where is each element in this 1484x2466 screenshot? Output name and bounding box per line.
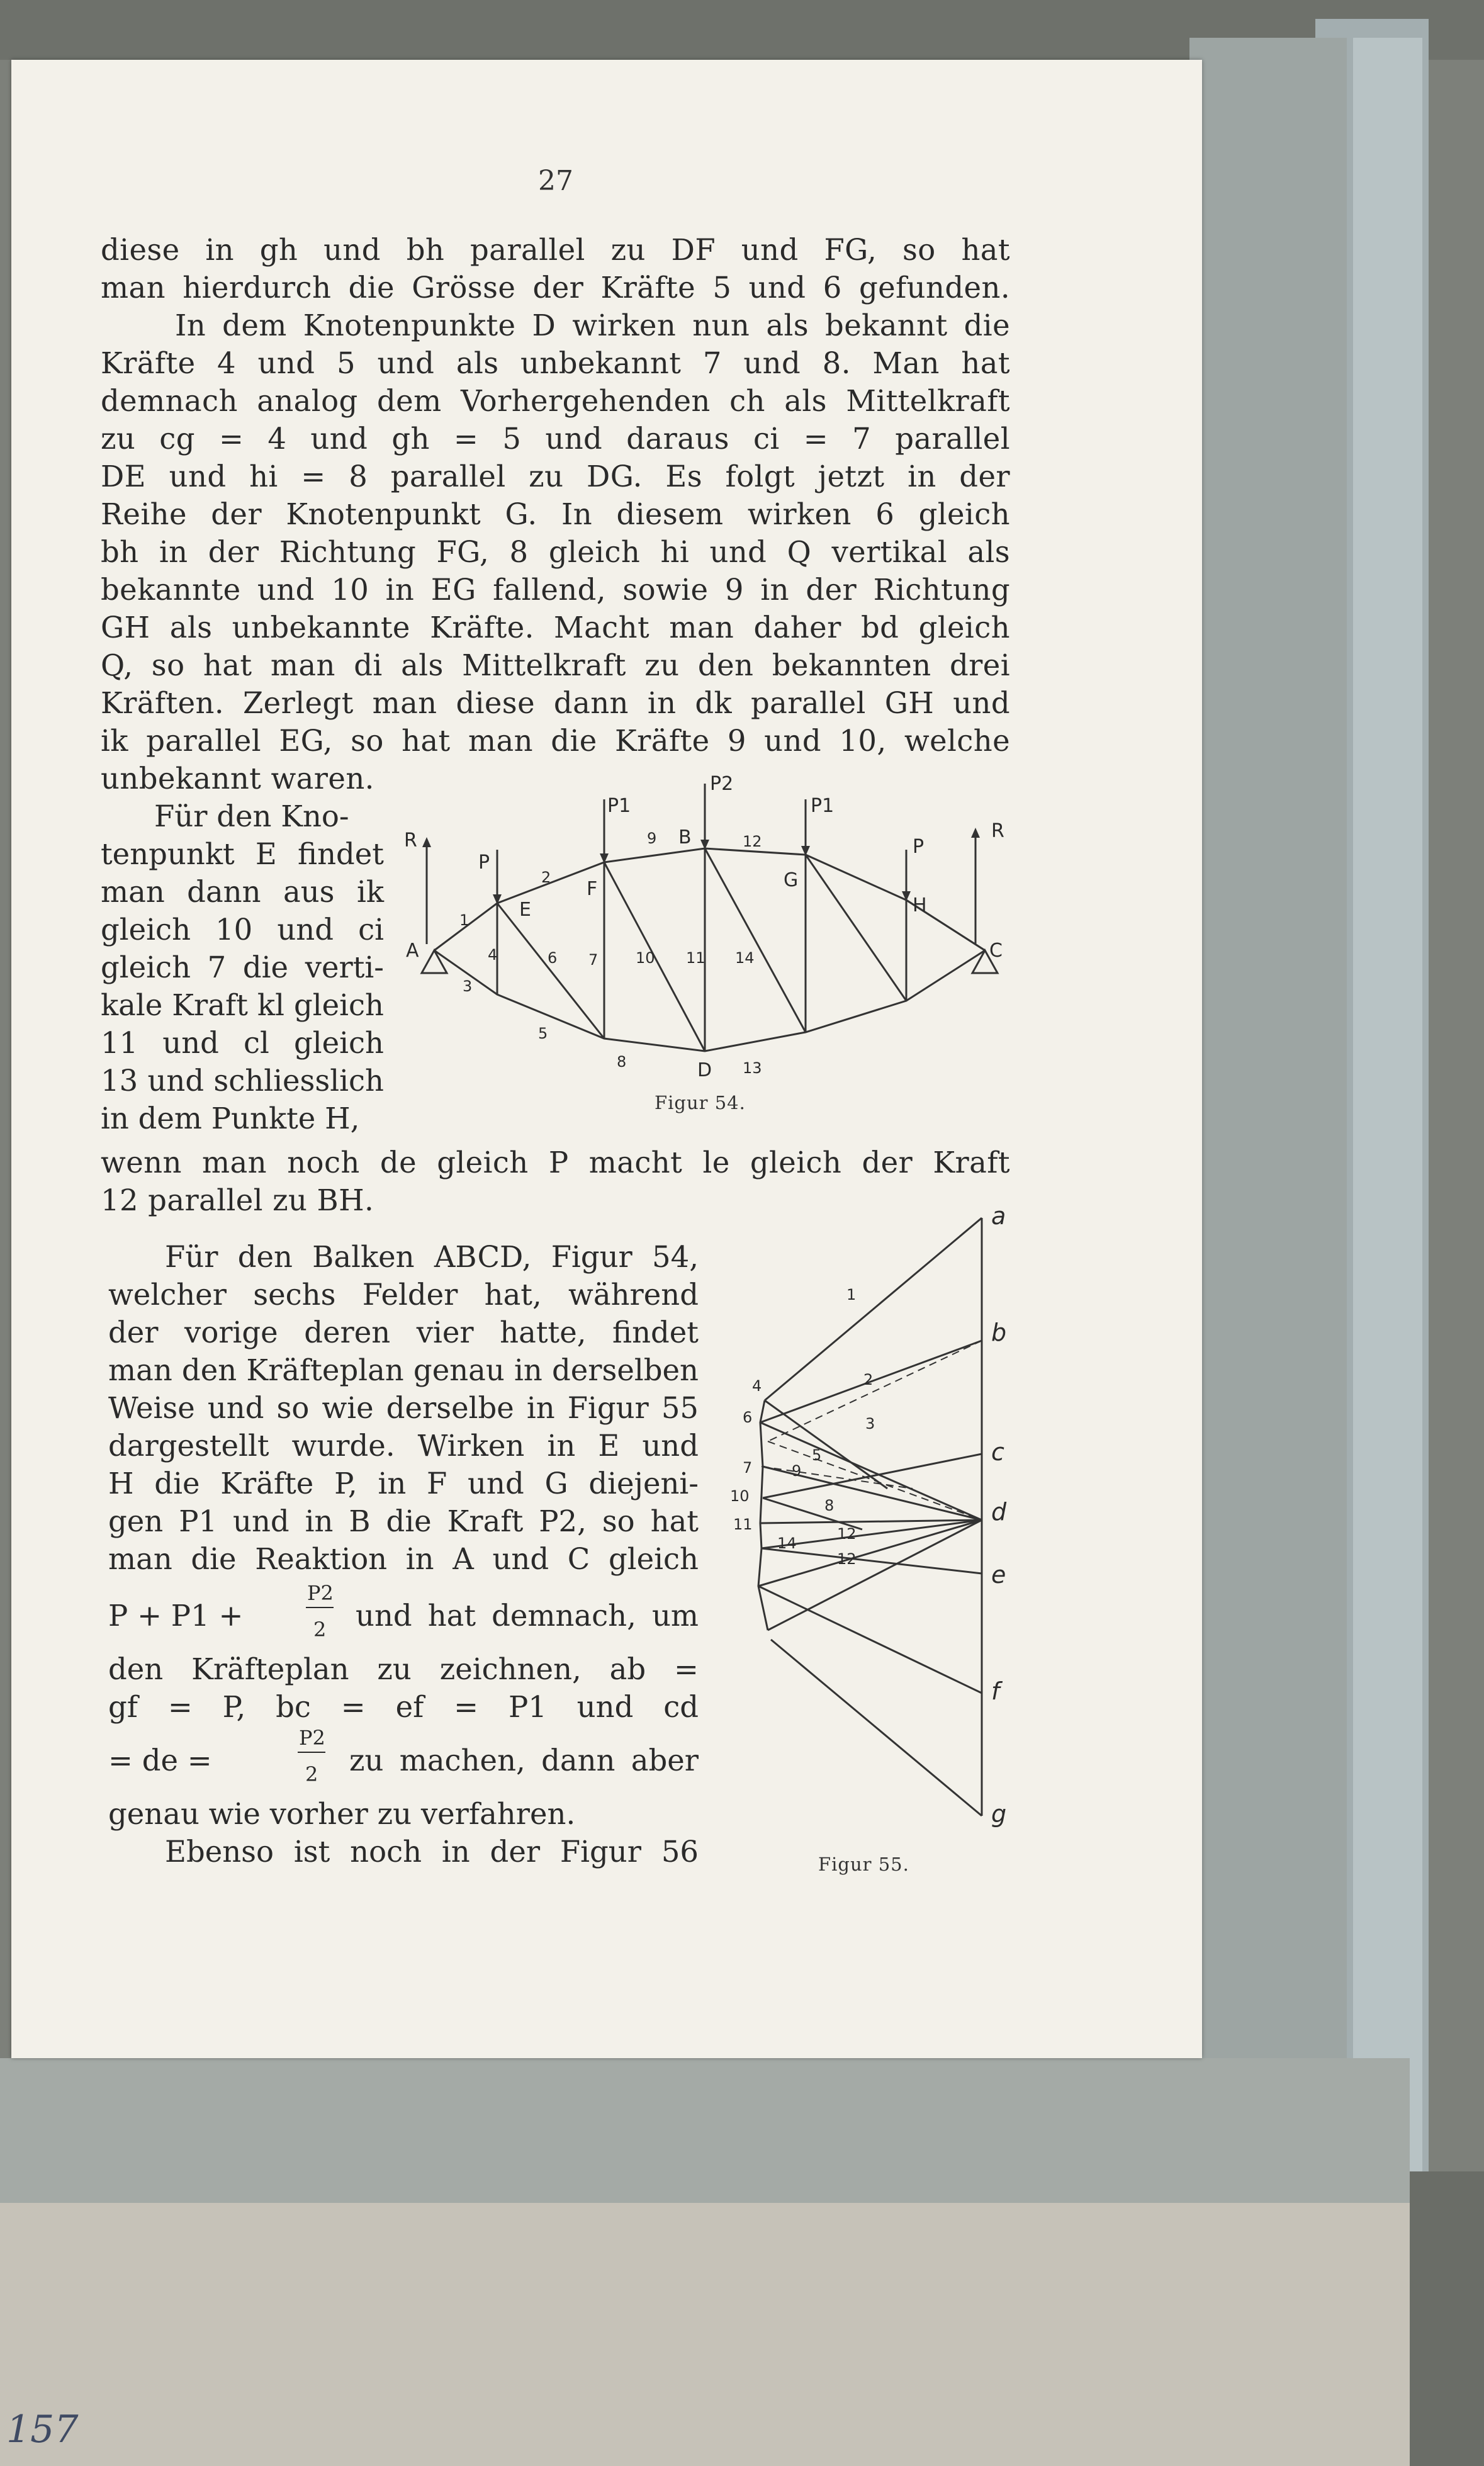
fig54-label: C (989, 940, 1003, 962)
fraction-bar (298, 1752, 325, 1753)
text-line: GH als unbekannte Kräfte. Macht man daher bd gleich (101, 611, 1010, 645)
fig54-member-number: 6 (548, 949, 558, 967)
fig54-label: B (678, 826, 692, 848)
fig54-label: H (913, 894, 927, 916)
fig55-number: 7 (743, 1459, 753, 1477)
fig54-label: E (519, 899, 531, 921)
figure-55-caption: Figur 55. (818, 1854, 909, 1875)
fig55-number: 5 (812, 1446, 822, 1464)
formula-suffix: und hat demnach, um (356, 1599, 699, 1633)
text-line: gf = P, bc = ef = P1 und cd (108, 1690, 699, 1724)
margin-mark: 157 (6, 2407, 79, 2452)
fig55-point-label: a (991, 1202, 1006, 1230)
fig55-number: 6 (743, 1409, 753, 1426)
figure-55-force-plan (724, 1196, 1051, 1838)
fig54-label: D (697, 1059, 712, 1081)
text-line: Weise und so wie derselbe in Figur 55 (108, 1391, 699, 1425)
formula-prefix: P + P1 + (108, 1599, 244, 1633)
text-line: man den Kräfteplan genau in derselben (108, 1353, 699, 1387)
text-line: gen P1 und in B die Kraft P2, so hat (108, 1504, 699, 1538)
text-line: demnach analog dem Vorhergehenden ch als Mittelkraft (101, 384, 1010, 418)
text-line: Reihe der Knotenpunkt G. In diesem wirken 6 gleich (101, 497, 1010, 531)
fig54-member-number: 12 (743, 833, 762, 850)
text-line: zu cg = 4 und gh = 5 und daraus ci = 7 parallel (101, 422, 1010, 456)
text-line: In dem Knotenpunkte D wirken nun als bekannt die (175, 308, 1010, 342)
fig54-label: P1 (607, 795, 631, 817)
fig54-member-number: 11 (686, 949, 705, 967)
fraction-numerator: P2 (307, 1581, 334, 1605)
fig54-member-number: 1 (459, 911, 469, 929)
text-line: 11 und cl gleich (101, 1026, 384, 1060)
text-line: man hierdurch die Grösse der Kräfte 5 und 6 gefunden. (101, 271, 1010, 305)
figure-54-caption: Figur 54. (655, 1092, 746, 1113)
text-line: Für den Balken ABCD, Figur 54, (165, 1240, 699, 1274)
fig54-member-number: 4 (488, 946, 498, 964)
fig55-number: 3 (865, 1415, 875, 1433)
text-line: gleich 10 und ci (101, 913, 384, 947)
fig55-point-label: e (991, 1561, 1006, 1589)
text-line: welcher sechs Felder hat, während (108, 1278, 699, 1312)
text-line: Ebenso ist noch in der Figur 56 (165, 1835, 699, 1869)
fig55-point-label: g (991, 1800, 1007, 1828)
text-line: unbekannt waren. (101, 762, 374, 796)
fig55-number: 8 (824, 1497, 835, 1514)
text-line: diese in gh und bh parallel zu DF und FG, so hat (101, 233, 1010, 267)
fig55-point-label: c (991, 1438, 1004, 1466)
fraction-denominator: 2 (313, 1618, 327, 1641)
fraction-numerator: P2 (299, 1726, 325, 1750)
text-line: Für den Kno- (154, 799, 349, 833)
text-line: in dem Punkte H, (101, 1101, 360, 1135)
text-line: Kräfte 4 und 5 und als unbekannt 7 und 8. Man hat (101, 346, 1010, 380)
fraction-denominator: 2 (305, 1762, 318, 1786)
fig54-label: P2 (710, 773, 734, 795)
text-line: Q, so hat man di als Mittelkraft zu den bekannten drei (101, 648, 1010, 682)
fig54-label: R (404, 830, 417, 852)
fig54-member-number: 10 (636, 949, 655, 967)
text-line: bekannte und 10 in EG fallend, sowie 9 in der Richtung (101, 573, 1010, 607)
fig54-label: A (406, 940, 419, 962)
page-number: 27 (538, 165, 573, 197)
text-line: 12 parallel zu BH. (101, 1183, 374, 1217)
text-line: 13 und schliesslich (101, 1064, 384, 1098)
figure-54-truss (390, 774, 1020, 1127)
text-line: H die Kräfte P, in F und G diejeni- (108, 1467, 699, 1500)
fig55-number: 12 (837, 1525, 857, 1543)
text-line: tenpunkt E findet (101, 837, 384, 871)
fig55-point-label: f (991, 1677, 1000, 1705)
text-line: den Kräfteplan zu zeichnen, ab = (108, 1652, 699, 1686)
text-line: der vorige deren vier hatte, findet (108, 1315, 699, 1349)
fig54-member-number: 8 (617, 1053, 627, 1071)
fig55-number: 12 (837, 1550, 857, 1568)
text-line: genau wie vorher zu verfahren. (108, 1797, 576, 1831)
text-line: man die Reaktion in A und C gleich (108, 1542, 699, 1576)
text-line: gleich 7 die verti- (101, 950, 384, 984)
fig55-number: 1 (846, 1286, 857, 1303)
text-line: wenn man noch de gleich P macht le gleich der Kraft (101, 1146, 1010, 1180)
fig54-label: R (991, 820, 1004, 842)
text-line: bh in der Richtung FG, 8 gleich hi und Q vertikal als (101, 535, 1010, 569)
fig55-number: 10 (730, 1487, 750, 1505)
formula-prefix: = de = (108, 1743, 212, 1777)
fig55-number: 9 (792, 1462, 802, 1480)
fig54-member-number: 5 (538, 1025, 548, 1042)
fig54-member-number: 13 (743, 1059, 762, 1077)
text-line: DE und hi = 8 parallel zu DG. Es folgt jetzt in der (101, 459, 1010, 493)
fig54-member-number: 7 (588, 951, 599, 969)
fig55-number: 11 (733, 1516, 753, 1533)
text-line: ik parallel EG, so hat man die Kräfte 9 und 10, welche (101, 724, 1010, 758)
fig54-member-number: 2 (541, 869, 551, 886)
fig54-member-number: 14 (735, 949, 755, 967)
fig54-member-number: 3 (463, 977, 473, 995)
fraction-bar (306, 1607, 334, 1608)
text-line: kale Kraft kl gleich (101, 988, 384, 1022)
fig54-label: P1 (811, 795, 835, 817)
fig55-number: 4 (752, 1377, 762, 1395)
text-line: Kräften. Zerlegt man diese dann in dk parallel GH und (101, 686, 1010, 720)
fig55-number: 14 (777, 1534, 797, 1552)
fig54-label: P (913, 836, 925, 858)
fig54-member-number: 9 (647, 830, 657, 847)
text-line: dargestellt wurde. Wirken in E und (108, 1429, 699, 1463)
fig54-label: G (784, 869, 799, 891)
fig54-label: P (478, 852, 490, 874)
fig54-label: F (587, 878, 598, 900)
fig55-point-label: d (991, 1498, 1007, 1526)
text-line: man dann aus ik (101, 875, 384, 909)
formula-suffix: zu machen, dann aber (349, 1743, 699, 1777)
fig55-point-label: b (991, 1319, 1007, 1346)
fig55-number: 2 (863, 1371, 874, 1388)
